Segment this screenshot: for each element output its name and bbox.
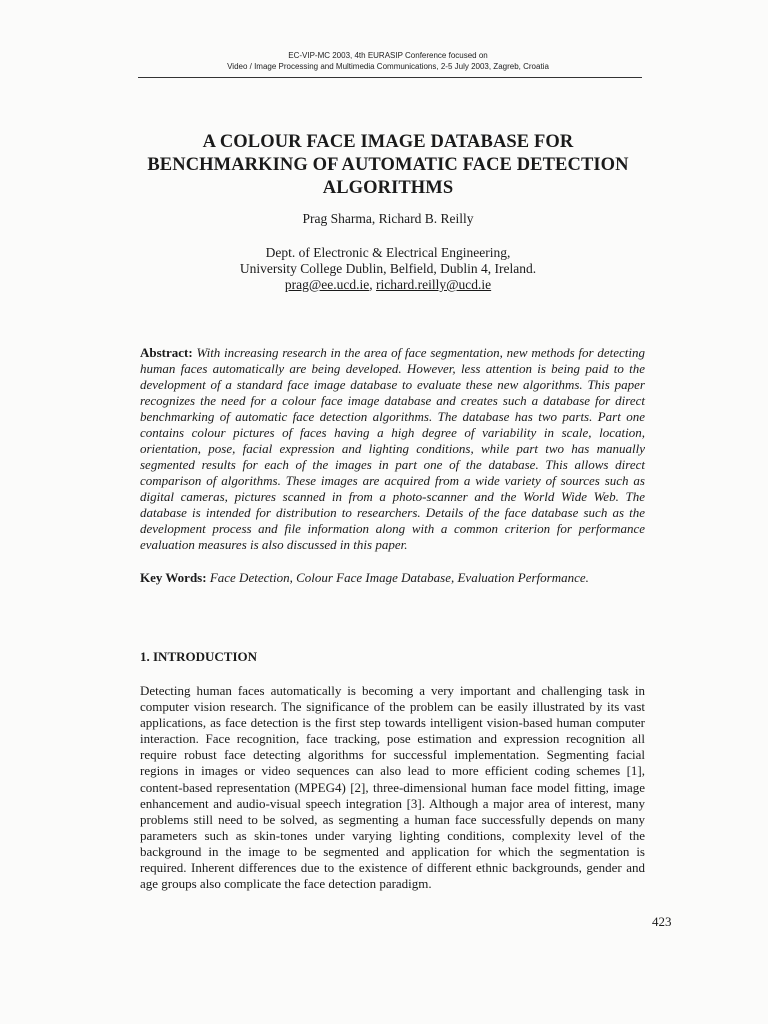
affiliation-department: Dept. of Electronic & Electrical Engineering, — [265, 245, 511, 260]
email-separator: , — [369, 277, 376, 292]
paper-title — [118, 131, 658, 200]
running-header-line-2: Video / Image Processing and Multimedia Communications, 2-5 July 2003, Zagreb, Croatia — [227, 62, 549, 71]
title-line-3: ALGORITHMS — [322, 178, 454, 198]
keywords-label: Key Words: — [140, 570, 207, 585]
email-link-sharma[interactable]: prag@ee.ucd.ie — [284, 277, 370, 292]
abstract-text: With increasing research in the area of face segmentation, new methods for detecting human faces automatically are being developed. However, less attention is being paid to the development of a standard face image database to evaluate these new algorithms. This paper recognizes the need for a colour face image database and creates such a database for direct benchmarking of automatic face detection algorithms. The database has two parts. Part one contains colour pictures of faces having a high degree of variability in scale, location, orientation, pose, facial expression and lighting conditions, while part two has manually segmented results for each of the images in part one of the database. This allows direct comparison of algorithms. These images are acquired from a wide variety of sources such as digital cameras, pictures scanned in from a photo-scanner and the World Wide Web. The database is intended for distribution to researchers. Details of the face database such as the development process and file information along with a common criterion for performance evaluation measures is also discussed in this paper. — [140, 345, 645, 552]
title-line-2: BENCHMARKING OF AUTOMATIC FACE DETECTION — [147, 155, 629, 175]
author-emails — [138, 277, 638, 293]
running-header — [138, 50, 638, 72]
header-divider — [138, 77, 642, 78]
keywords — [140, 570, 645, 586]
abstract-label: Abstract: — [140, 345, 193, 360]
keywords-text: Face Detection, Colour Face Image Database, Evaluation Performance. — [209, 570, 589, 585]
email-link-reilly[interactable]: richard.reilly@ucd.ie — [376, 277, 492, 292]
section-heading-introduction: 1. INTRODUCTION — [140, 649, 258, 664]
running-header-line-1: EC-VIP-MC 2003, 4th EURASIP Conference focused on — [288, 51, 488, 60]
title-line-1: A COLOUR FACE IMAGE DATABASE FOR — [202, 132, 574, 152]
introduction-paragraph: Detecting human faces automatically is becoming a very important and challenging task in computer vision research. The significance of the problem can be easily illustrated by its vast applications, as face detection is the first step towards intelligent vision-based human computer interaction. Face recognition, face tracking, pose estimation and expression recognition all require robust face detecting algorithms for successful implementation. Segmenting facial regions in images or video sequences can also lead to more efficient coding schemes [1], content-based representation (MPEG4) [2], three-dimensional human face model fitting, image enhancement and audio-visual speech integration [3]. Although a major area of interest, many problems still need to be solved, as segmenting a human face successfully depends on many parameters such as skin-tones under varying lighting conditions, complexity level of the background in the image to be segmented and application for which the segmentation is required. Inherent differences due to the existence of different ethnic backgrounds, gender and age groups also complicate the face detection paradigm. — [140, 683, 645, 892]
affiliation-address: University College Dublin, Belfield, Dublin 4, Ireland. — [239, 261, 537, 276]
page-number: 423 — [652, 914, 672, 929]
author-list: Prag Sharma, Richard B. Reilly — [302, 211, 474, 226]
affiliation — [138, 245, 638, 293]
abstract — [140, 345, 645, 553]
